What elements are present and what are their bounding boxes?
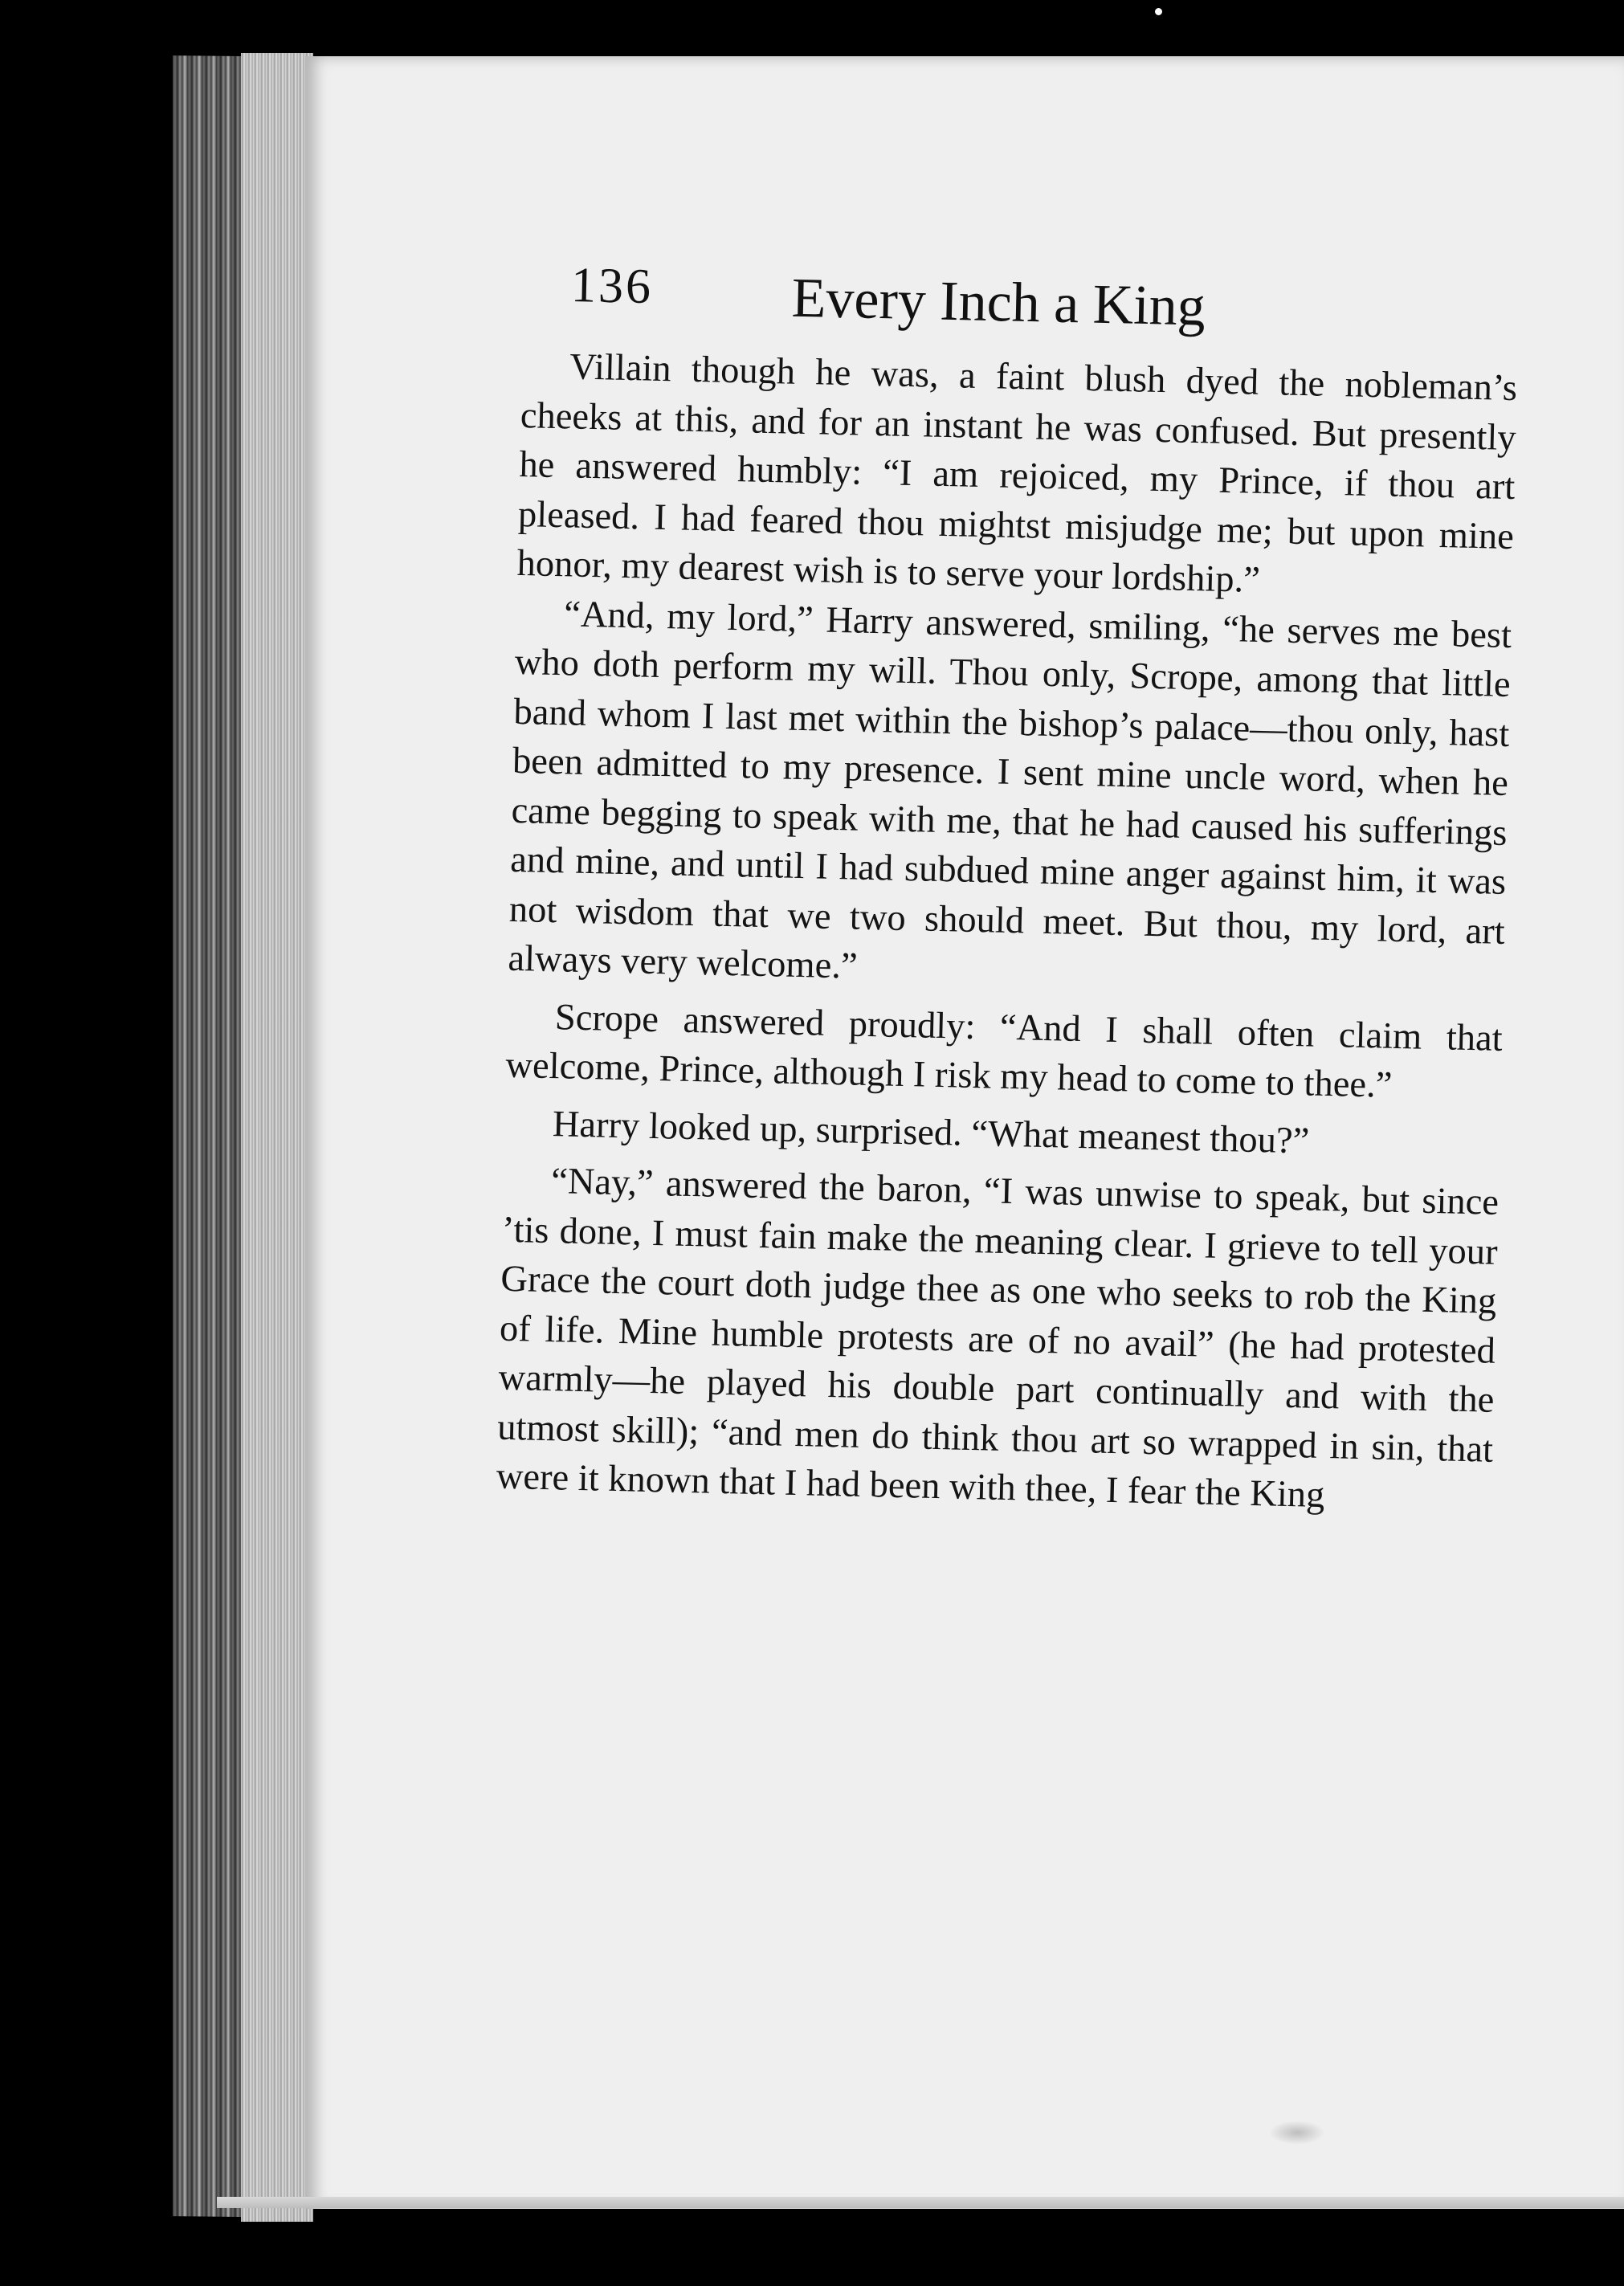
page-bottom-edge [217,2197,1624,2208]
paragraph: Scrope answered proudly: “And I shall often claim that welcome, Prince, although I risk my head to come to thee.” [504,996,1504,1106]
paragraph: “And, my lord,” Harry answered, smiling, “he serves me best who doth perform my will. Thou only, Scrope, among that little band whom I last met within the bishop’s palace—thou only, hast been admitted to my presence. I sent mine uncle word, when he came begging to speak with me, that he had caused his sufferings and mine, and until I had subdued mine anger against him, it was not wisdom that we two should meet. But thou, my lord, art always very welcome.” [507,593,1512,987]
page-number: 136 [570,257,654,315]
page-smudge [1269,2121,1325,2145]
body-text [496,341,1517,1524]
paragraph: “Nay,” answered the baron, “I was unwise to speak, but since ’tis done, I must fain make the meaning clear. I grieve to tell your Grace the court doth judge thee as one who seeks to rob the King of life. Mine humble protests are of no avail” (he had protested warmly—he played his double part continually and with the utmost skill); “and men do think thou art so wrapped in sin, that were it known that I had been with thee, I fear the King [496,1161,1500,1517]
page-edges-light [241,53,313,2222]
paragraph: Villain though he was, a faint blush dyed the nobleman’s cheeks at this, and for an instant he was confused. But presently he answered humbly: “I am rejoiced, my Prince, if thou art pleased. I had feared thou mightst misjudge me; but upon mine honor, my dearest wish is to serve your lordship.” [516,346,1518,601]
paragraph: Harry looked up, surprised. “What meanest thou?” [552,1103,1310,1161]
dust-speck [1155,8,1162,15]
running-title: Every Inch a King [790,267,1206,338]
